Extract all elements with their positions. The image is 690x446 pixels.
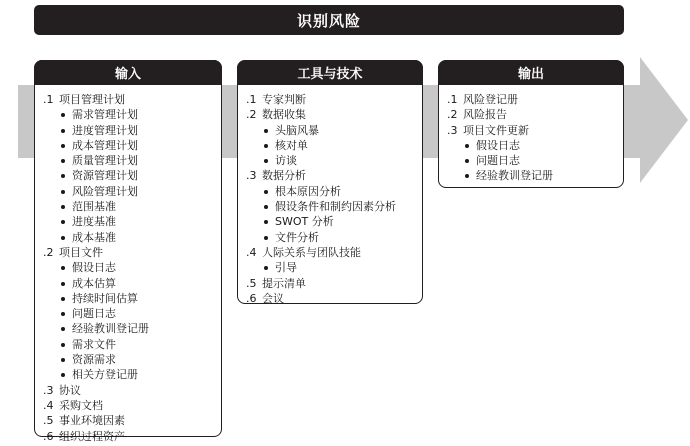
sub-list — [246, 123, 418, 169]
tools-box — [237, 60, 423, 304]
list-item — [447, 107, 619, 122]
process-title: 识别风险 — [296, 11, 361, 30]
sub-list-item: 资源管理计划 — [59, 168, 217, 183]
list-item — [246, 245, 418, 260]
sub-list-item: 假设日志 — [463, 138, 619, 153]
item-number: .2 — [246, 108, 257, 122]
tools-items — [246, 92, 418, 306]
sub-list-item: 假设条件和制约因素分析 — [262, 199, 418, 214]
sub-list-item: 核对单 — [262, 138, 418, 153]
sub-list — [447, 138, 619, 184]
list-item — [447, 92, 619, 107]
sub-list-item: 经验教训登记册 — [59, 321, 217, 336]
item-label: 数据收集 — [262, 108, 306, 122]
sub-list-item: 进度基准 — [59, 214, 217, 229]
item-number: .3 — [447, 123, 458, 137]
item-label: 项目管理计划 — [59, 93, 125, 106]
list-item — [43, 92, 217, 107]
item-number: .1 — [43, 93, 54, 106]
process-title-bar — [34, 5, 624, 35]
list-item — [43, 413, 217, 428]
sub-list-item: 引导 — [262, 260, 418, 275]
sub-list-item: 根本原因分析 — [262, 184, 418, 199]
outputs-items — [447, 92, 619, 184]
item-label: 采购文档 — [59, 398, 103, 412]
item-label: 专家判断 — [262, 93, 306, 106]
item-label: 项目文件更新 — [463, 123, 529, 137]
list-item — [43, 429, 217, 444]
outputs-heading: 输出 — [438, 60, 624, 85]
item-number: .5 — [246, 276, 257, 290]
sub-list-item: 头脑风暴 — [262, 123, 418, 138]
item-number: .2 — [43, 245, 54, 259]
sub-list-item: 风险管理计划 — [59, 184, 217, 199]
sub-list-item: 质量管理计划 — [59, 153, 217, 168]
sub-list-item: 问题日志 — [463, 153, 619, 168]
item-label: 会议 — [262, 291, 284, 305]
item-label: 风险登记册 — [463, 93, 518, 106]
tools-heading: 工具与技术 — [237, 60, 423, 85]
item-number: .4 — [43, 398, 54, 412]
sub-list-item: 范围基准 — [59, 199, 217, 214]
sub-list-item: 成本估算 — [59, 276, 217, 291]
sub-list — [43, 260, 217, 382]
item-number: .5 — [43, 414, 54, 428]
sub-list-item: 访谈 — [262, 153, 418, 168]
item-label: 数据分析 — [262, 169, 306, 183]
list-item — [246, 291, 418, 306]
sub-list-item: 成本基准 — [59, 230, 217, 245]
outputs-list — [447, 92, 619, 184]
item-number: .4 — [246, 245, 257, 259]
list-item — [447, 123, 619, 138]
item-number: .1 — [447, 93, 458, 106]
sub-list — [246, 184, 418, 245]
sub-list-item: SWOT 分析 — [262, 214, 418, 229]
item-label: 事业环境因素 — [59, 414, 125, 428]
inputs-list — [43, 92, 217, 444]
sub-list-item: 需求文件 — [59, 337, 217, 352]
list-item — [43, 245, 217, 260]
sub-list-item: 相关方登记册 — [59, 367, 217, 382]
sub-list — [43, 107, 217, 245]
item-label: 项目文件 — [59, 245, 103, 259]
item-number: .3 — [246, 169, 257, 183]
item-number: .1 — [246, 93, 257, 106]
sub-list-item: 资源需求 — [59, 352, 217, 367]
item-label: 风险报告 — [463, 108, 507, 122]
item-label: 提示清单 — [262, 276, 306, 290]
list-item — [43, 398, 217, 413]
item-number: .3 — [43, 383, 54, 397]
list-item — [246, 168, 418, 183]
sub-list — [246, 260, 418, 275]
item-number: .6 — [246, 291, 257, 305]
list-item — [246, 107, 418, 122]
item-number: .6 — [43, 429, 54, 443]
inputs-items — [43, 92, 217, 444]
item-label: 人际关系与团队技能 — [262, 245, 361, 259]
sub-list-item: 进度管理计划 — [59, 123, 217, 138]
sub-list-item: 经验教训登记册 — [463, 168, 619, 183]
sub-list-item: 成本管理计划 — [59, 138, 217, 153]
item-label: 协议 — [59, 383, 81, 397]
sub-list-item: 持续时间估算 — [59, 291, 217, 306]
sub-list-item: 假设日志 — [59, 260, 217, 275]
sub-list-item: 问题日志 — [59, 306, 217, 321]
inputs-heading: 输入 — [34, 60, 222, 85]
tools-list — [246, 92, 418, 306]
inputs-box — [34, 60, 222, 443]
item-number: .2 — [447, 108, 458, 122]
sub-list-item: 文件分析 — [262, 230, 418, 245]
list-item — [246, 92, 418, 107]
sub-list-item: 需求管理计划 — [59, 107, 217, 122]
list-item — [43, 383, 217, 398]
outputs-box — [438, 60, 624, 188]
item-label: 组织过程资产 — [59, 429, 125, 443]
list-item — [246, 276, 418, 291]
